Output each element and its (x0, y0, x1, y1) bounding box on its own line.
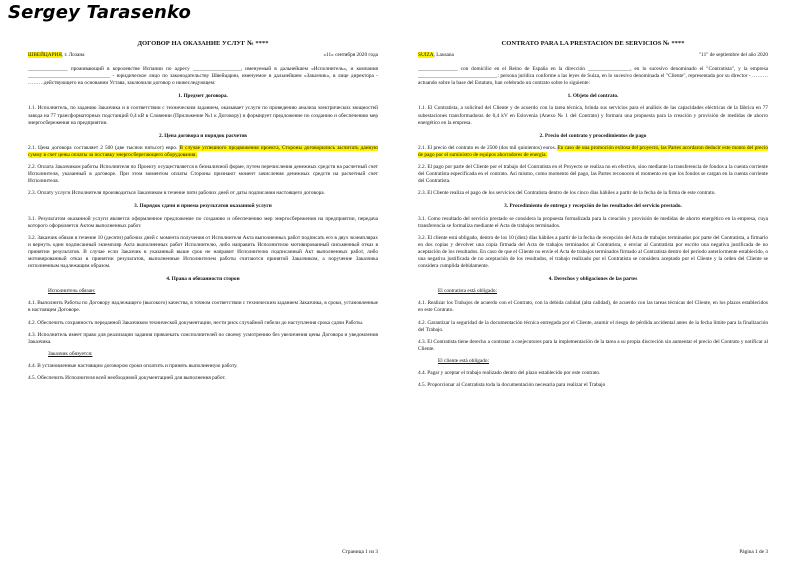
clause-3-2: 3.2. El cliente está obligado, dentro de los 10 (diez) días hábiles a partir de la fecha de recepción del Acta de trabajos terminados por parte del Contratista, a firmarlo en dos copias y devolver una copia firmada del Acta de trabajos terminados al Contratista, o enviar al Contratista por escrito una negativa justificada de no aceptación de los resultados. En caso de que el Cliente no envíe el Acta de trabajos terminados firmado al Contratista dentro del período anteriormente establecido, o una negativa justificada de no aceptación de los resultados, el trabajo realizado por el Contratista se considera aceptado por el Cliente y la orden del Cliente se considera cumplida debidamente. (418, 234, 768, 270)
executor-obligations-label: Исполнитель обязан: (48, 288, 96, 295)
clause-4-5: 4.5. Proporcionar al Contratista toda la documentación necesaria para realizar el Trabajo (418, 382, 606, 389)
clause-2-1-highlight: En caso de una promoción exitosa del proyecto, las Partes acordaron deducir este monto del precio de pago por el suministro de equipos ahorradores de energía. (418, 144, 768, 158)
clause-3-2: 3.2. Заказчик обязан в течение 10 (десяти) рабочих дней с момента получения от Исполнителя Акта выполненных работ подписать его в двух экземплярах и вернуть один подписанный экземпляр Акта выполненных работ Исполнителю, либо направить Исполнителю мотивированный письменный отказ в принятии результатов. В случае если Заказчик в указанный выше срок не направит Исполнителю подписанный Акт выполненных работ, либо мотивированный отказ в принятии результатов, выполненные Исполнителем работы считаются принятой Заказчиком, а поручение Заказчика исполненным надлежащим образом. (28, 234, 378, 270)
clause-3-1: 3.1. Como resultado del servicio prestado se considera la propuesta formalizada para la creación y provisión de medidas de ahorro energético en la empresa, cuya transferencia se formaliza mediante el Acta de trabajos terminados. (418, 215, 768, 229)
clause-4-2: 4.2. Garantizar la seguridad de la documentación técnica entregada por el Cliente, asumir el riesgo de pérdida accidental antes de la fecha límite para la finalización del Trabajo. (418, 319, 768, 333)
clause-2-3: 2.3. El Cliente realiza el pago de los servicios del Contratista dentro de los cinco días hábiles a partir de la fecha de la firma de este contrato. (418, 190, 716, 197)
contract-date: "11" de septiembre del año 2020 (699, 52, 768, 59)
contract-place (28, 52, 85, 59)
clause-4-3: 4.3. Исполнитель имеет право для реализации задания привлекать соисполнителей по своему усмотрению без увеличения цены Договора и уведомления Заказчика. (28, 331, 378, 345)
place-country: ШВЕЙЦАРИЯ (28, 52, 62, 59)
parties-paragraph: _______________ проживающий в королевстве Испании по адресу __________________, именуемый в дальнейшем «Исполнитель», и компания _______________________________ - юридическое лицо по законодательству Швейцарии, именуемое в дальнейшем «Заказчик», в лице директора - ………действующего на основании Устава, заключили договор о нижеследующем: (28, 66, 378, 87)
contractor-obligations-label: El contratista está obligado: (438, 288, 497, 295)
contract-place (418, 52, 454, 59)
clause-2-3: 2.3. Оплату услуги Исполнителя производиться Заказчиком в течение пяти рабочих дней от даты подписания настоящего договора. (28, 190, 325, 197)
clause-2-1-highlight: В случае успешного продвижения проекта, Стороны договорились засчитать данную сумму в счет цены оплаты за поставку энергосберегающего оборудования. (28, 144, 378, 158)
clause-4-5: 4.5. Обеспечить Исполнителя всей необходимой документацией для выполнения работ. (28, 375, 226, 381)
place-city: , Lausana (433, 52, 454, 59)
section-2-heading: 2. Precio del contrato y procedimientos de pago (539, 132, 647, 139)
page-number: Página 1 de 3 (739, 548, 768, 555)
clause-3-1: 3.1. Результатом оказанной услуги является оформленное предложение по созданию и обеспечению мер энергосбережения на предприятии, передача которого оформляется Актом выполненных работ. (28, 215, 378, 229)
customer-obligations-label: Заказчик обязуется: (48, 350, 93, 357)
section-1-heading: 1. Objeto del contrato. (567, 93, 619, 100)
contract-title: CONTRATO PARA LA PRESTACIÓN DE SERVICIOS № **** (501, 40, 685, 47)
clause-2-2: 2.2. Оплата Заказчиком работы Исполнителя по Проекту осуществляется в безналичной форме, путем перечисления денежных средств на расчетный счет Исполнителя, указанный в договоре. При этом моментом оплаты Стороны признают момент зачисления денежных средств на расчетный счет Исполнителя. (28, 164, 378, 185)
clause-2-1 (28, 145, 378, 159)
contract-meta (418, 52, 768, 60)
place-city: , г. Лозана (61, 52, 85, 59)
author-brand: Sergey Tarasenko (8, 2, 192, 23)
section-1-heading: 1. Предмет договора. (178, 93, 228, 100)
clause-4-2: 4.2. Обеспечить сохранность переданной Заказчиком технической документации, нести риск случайной гибели до наступления срока сдачи Работы. (28, 319, 364, 326)
clause-1-1: 1.1. El Contratista, a solicitud del Cliente y de acuerdo con la tarea técnica, brinda sus servicios para el análisis de las capacidades eléctricas de la fábrica en 77 subestaciones transformadoras de 0,4 kV en Eslovenia (Anexo № 1 del Contrato) y formara una propuesta para la creación y provisión de medidas de ahorro energético en la empresa. (418, 105, 768, 126)
clause-4-3: 4.3. El Contratista tiene derecho a contratar a coejecutores para la implementación de la tarea a su propia discreción sin aumentar el precio del Contrato y notificar al Cliente. (418, 338, 768, 352)
section-4-heading: 4. Derechos y obligaciones de las partes (548, 276, 638, 283)
section-4-heading: 4. Права и обязанности сторон (166, 276, 240, 283)
place-country: SUIZA (418, 52, 434, 59)
client-obligations-label: El cliente está obligado: (438, 357, 490, 364)
clause-2-1-text: 2.1. El precio del contrato es de 2500 (dos mil quinientos) euros. (418, 144, 556, 151)
section-2-heading: 2. Цена договора и порядок расчетов (159, 132, 247, 139)
clause-2-2: 2.2. El pago por parte del Cliente por el trabajo del Contratista en el Proyecto se realiza no en efectivo, sino mediante la transferencia de fondos a la cuenta corriente del Contratista especificada en el contrato. Así mismo, como momento del pago, las Partes reconocen el momento en que los fondos se cargan en la cuenta corriente del Contratista. (418, 164, 768, 185)
contract-title: ДОГОВОР НА ОКАЗАНИЕ УСЛУГ № **** (137, 40, 269, 47)
parties-paragraph: _______________ con domicilio en el Reino de España en la dirección ________________, en lo sucesivo denominado el "Contratista", y la empresa ______________________________: persona jurídica conforme a las leyes de Suiza, en lo sucesivo denominada el "Cliente", representada por su director - ……… actuando sobre la base del Estatuto, han celebrado un contrato sobre lo siguiente: (418, 66, 768, 87)
contract-meta (28, 52, 378, 60)
clause-2-1-text: 2.1. Цена договора составляет 2 500 (две тысячи пятьсот) евро. (28, 144, 178, 151)
section-3-heading: 3. Procedimiento de entrega y recepción de los resultados del servicio prestado. (504, 203, 682, 210)
clause-4-1: 4.1. Realizar los Trabajos de acuerdo con el Contrato, con la debida calidad (alta calidad), de acuerdo con las tareas técnicas del Cliente, en los plazos establecidos en este Contrato. (418, 300, 768, 314)
clause-4-4: 4.4. В установленные настоящим договором сроки оплатить и принять выполненную работу. (28, 362, 238, 369)
clause-1-1: 1.1. Исполнитель, по заданию Заказчика и в соответствии с техническим заданием, оказывает услуги по проведению анализа электрических мощностей завода на 77 трансформаторных подстанций 0,4 кВ в Словении (Приложение №1 к Договору) и формирует предложение по созданию и обеспечению мер энергосбережения на предприятии. (28, 105, 378, 126)
clause-4-1: 4.1. Выполнить Работы по Договору надлежащего (высокого) качества, в точном соответствии с техническим заданием Заказчика, в сроки, установленные в настоящем Договоре. (28, 300, 378, 314)
clause-2-1 (418, 145, 768, 159)
spanish-contract-page (418, 40, 768, 560)
clause-4-4: 4.4. Pagar y aceptar el trabajo realizado dentro del plazo establecido por este contrato. (418, 370, 601, 376)
section-3-heading: 3. Порядок сдачи и приема результатов оказанной услуги (134, 203, 272, 210)
contract-date: «11» сентября 2020 года (323, 52, 378, 59)
page-number: Страница 1 из 3 (342, 548, 378, 555)
russian-contract-page (28, 40, 378, 560)
